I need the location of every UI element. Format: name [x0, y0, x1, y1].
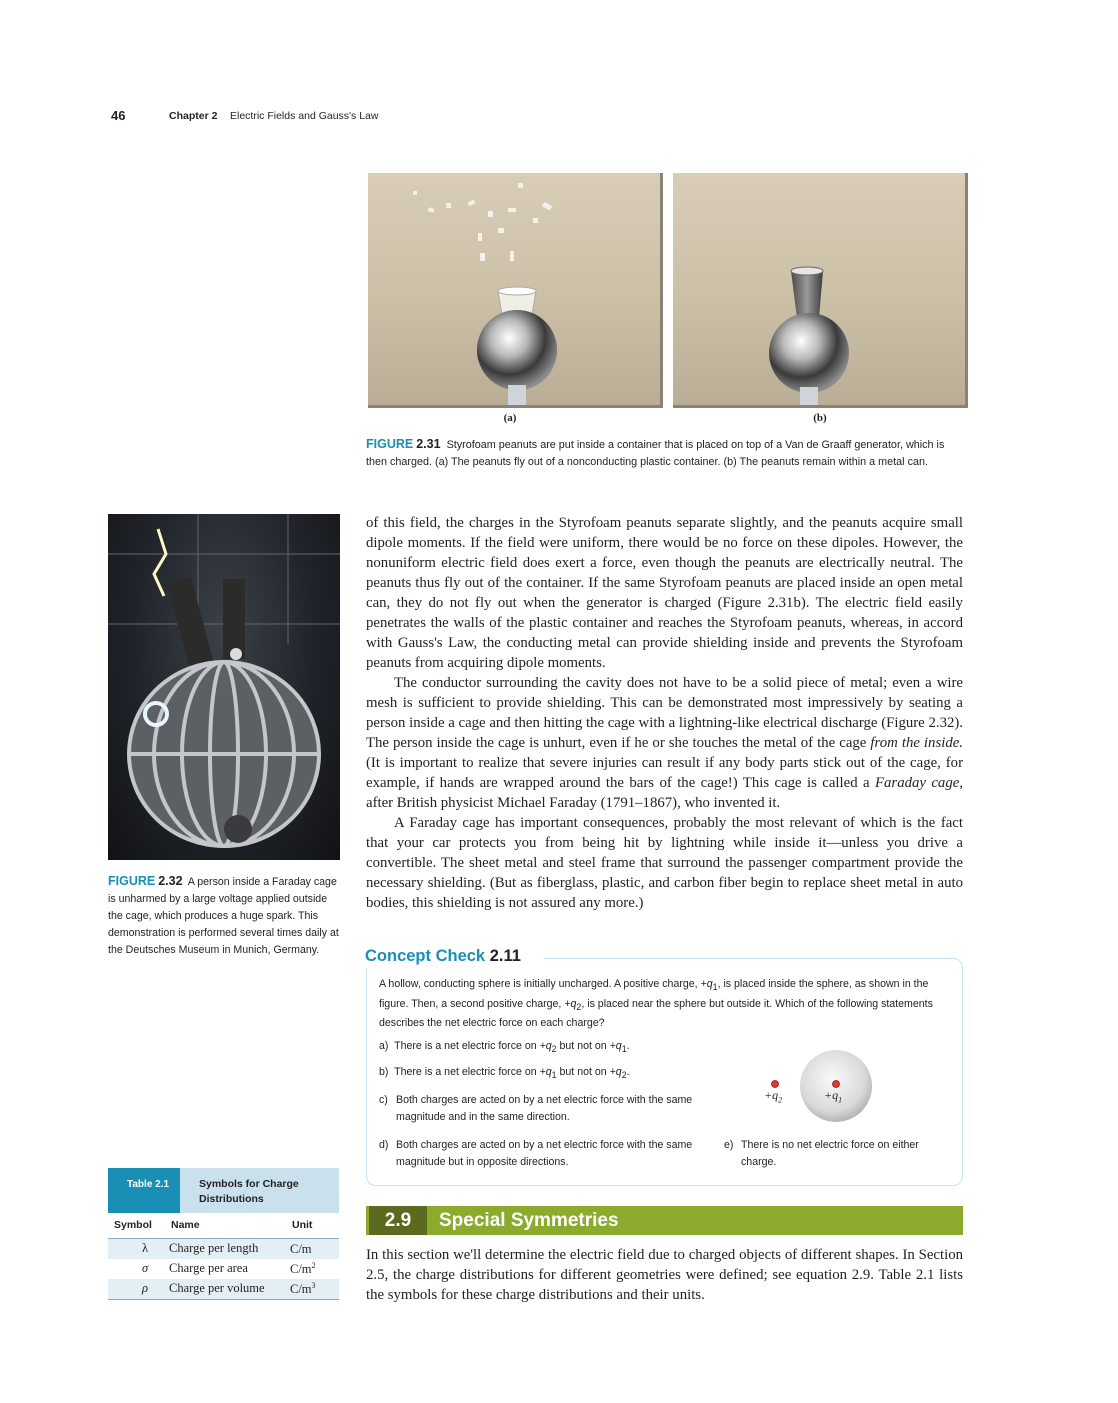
figure-2-32-photo: [108, 514, 340, 860]
body-paragraph-2: The conductor surrounding the cavity does not have to be a solid piece of metal; even a wire mesh is sufficient to provide shielding. This can be demonstrated most impressively by seating a person inside a cage and then hitting the cage with a lightning-like electrical discharge (Figure 2.32). The person inside the cage is unhurt, even if he or she touches the metal of the cage from the inside. (It is important to realize that severe injuries can result if any body parts stick out of the cage, for example, if hands are wrapped around the bars of the cage!) This cage is called a Faraday cage, after British physicist Michael Faraday (1791–1867), who invented it.: [366, 675, 963, 811]
body-text: [366, 513, 963, 913]
label-q2: $+q_2$: [764, 1088, 783, 1105]
figure-2-31a-label: (a): [503, 412, 517, 424]
option-c[interactable]: c) Both charges are acted on by a net electric force with the same magnitude and in the same direction.: [379, 1094, 693, 1123]
table-row: σ Charge per area $C/m^2$: [108, 1259, 339, 1279]
option-b[interactable]: b) There is a net electric force on $+q_1$ but not on $+q_2$.: [379, 1066, 630, 1081]
conducting-sphere-diagram: [760, 1046, 880, 1126]
table-row: ρ Charge per volume $C/m^3$: [108, 1279, 339, 1300]
col-symbol: Symbol: [114, 1219, 152, 1231]
body-paragraph-1: of this field, the charges in the Styrofoam peanuts separate slightly, and the peanuts acquire small dipole moments. If the field were uniform, there would be no force on these dipoles. However, the nonuniform electric field does exert a force, even though the peanuts are electrically neutral. The peanuts thus fly out of the container. If the same Styrofoam peanuts are placed inside an open metal can, they do not fly out when the generator is charged (Figure 2.31b). The electric field easily penetrates the walls of the plastic container and reaches the Styrofoam peanuts, whereas, in accord with Gauss's Law, the conducting metal can provide shielding inside and prevents the Styrofoam peanuts from acquiring dipole moments.: [366, 515, 963, 671]
section-text: In this section we'll determine the electric field due to charged objects of different shapes. In Section 2.5, the charge distributions for different geometries were defined; see equation 2.9. Table 2.1 lists the symbols for these charge distributions and their units.: [366, 1247, 963, 1303]
concept-check-question: A hollow, conducting sphere is initially uncharged. A positive charge, $+q_1$, is placed inside the sphere, as shown in the figure. Then, a second positive charge, $+q_2$, is placed near the sphere but outside it. Which of the following statements describes the net electric force on each charge?: [379, 978, 933, 1030]
col-name: Name: [171, 1219, 200, 1231]
figure-2-31-caption: [366, 436, 962, 471]
option-d[interactable]: d) Both charges are acted on by a net electric force with the same magnitude but in opposite directions.: [379, 1139, 693, 1168]
figure-2-32-prefix: FIGURE: [108, 874, 156, 888]
table-2-1-label: Table 2.1: [108, 1168, 180, 1213]
van-de-graaff-plastic-illustration: [368, 173, 663, 408]
option-a[interactable]: a) There is a net electric force on $+q_2$ but not on $+q_1$.: [379, 1040, 630, 1055]
page-number: 46: [111, 108, 126, 123]
figure-2-31b-photo: [673, 173, 968, 408]
table-row: λ Charge per length C/m: [108, 1239, 339, 1259]
figure-2-32-text: A person inside a Faraday cage is unharmed by a large voltage applied outside the cage, which produces a huge spark. This demonstration is performed several times daily at the Deutsches Museum in Munich, Germany.: [108, 876, 339, 956]
concept-check-diagram: [760, 1046, 880, 1126]
concept-check-title: Concept Check 2.11: [365, 947, 521, 965]
table-2-1-title: Symbols for Charge Distributions: [199, 1178, 299, 1205]
figure-2-31a-photo: [368, 173, 663, 408]
figure-2-31b-label: (b): [813, 412, 827, 424]
van-de-graaff-metal-can-illustration: [673, 173, 968, 408]
chapter-title: Electric Fields and Gauss's Law: [230, 110, 379, 122]
option-e[interactable]: e) There is no net electric force on either charge.: [724, 1139, 919, 1168]
figure-2-32-caption: [108, 873, 340, 959]
figure-2-32-number: 2.32: [158, 874, 183, 888]
col-unit: Unit: [292, 1219, 313, 1231]
body-paragraph-3: A Faraday cage has important consequences, probably the most relevant of which is the fact that your car protects you from being hit by lightning while inside it—unless you drive a convertible. The sheet metal and steel frame that surround the passenger compartment provide the necessary shielding. (But as fiberglass, plastic, and carbon fiber begin to replace sheet metal in auto bodies, this shielding is not assured any more.): [366, 815, 963, 911]
faraday-cage-illustration: [108, 514, 340, 860]
section-number: 2.9: [369, 1206, 427, 1235]
chapter-label: Chapter 2: [169, 110, 218, 122]
table-2-1-column-headers: [108, 1216, 339, 1239]
figure-2-31-text: Styrofoam peanuts are put inside a container that is placed on top of a Van de Graaff generator, which is then charged. (a) The peanuts fly out of a nonconducting plastic container. (b) The peanuts remain within a metal can.: [366, 439, 945, 468]
figure-2-31-number: 2.31: [416, 437, 441, 451]
label-q1: $+q_1$: [824, 1088, 843, 1105]
section-title: Special Symmetries: [439, 1210, 619, 1231]
figure-2-31-prefix: FIGURE: [366, 437, 414, 451]
